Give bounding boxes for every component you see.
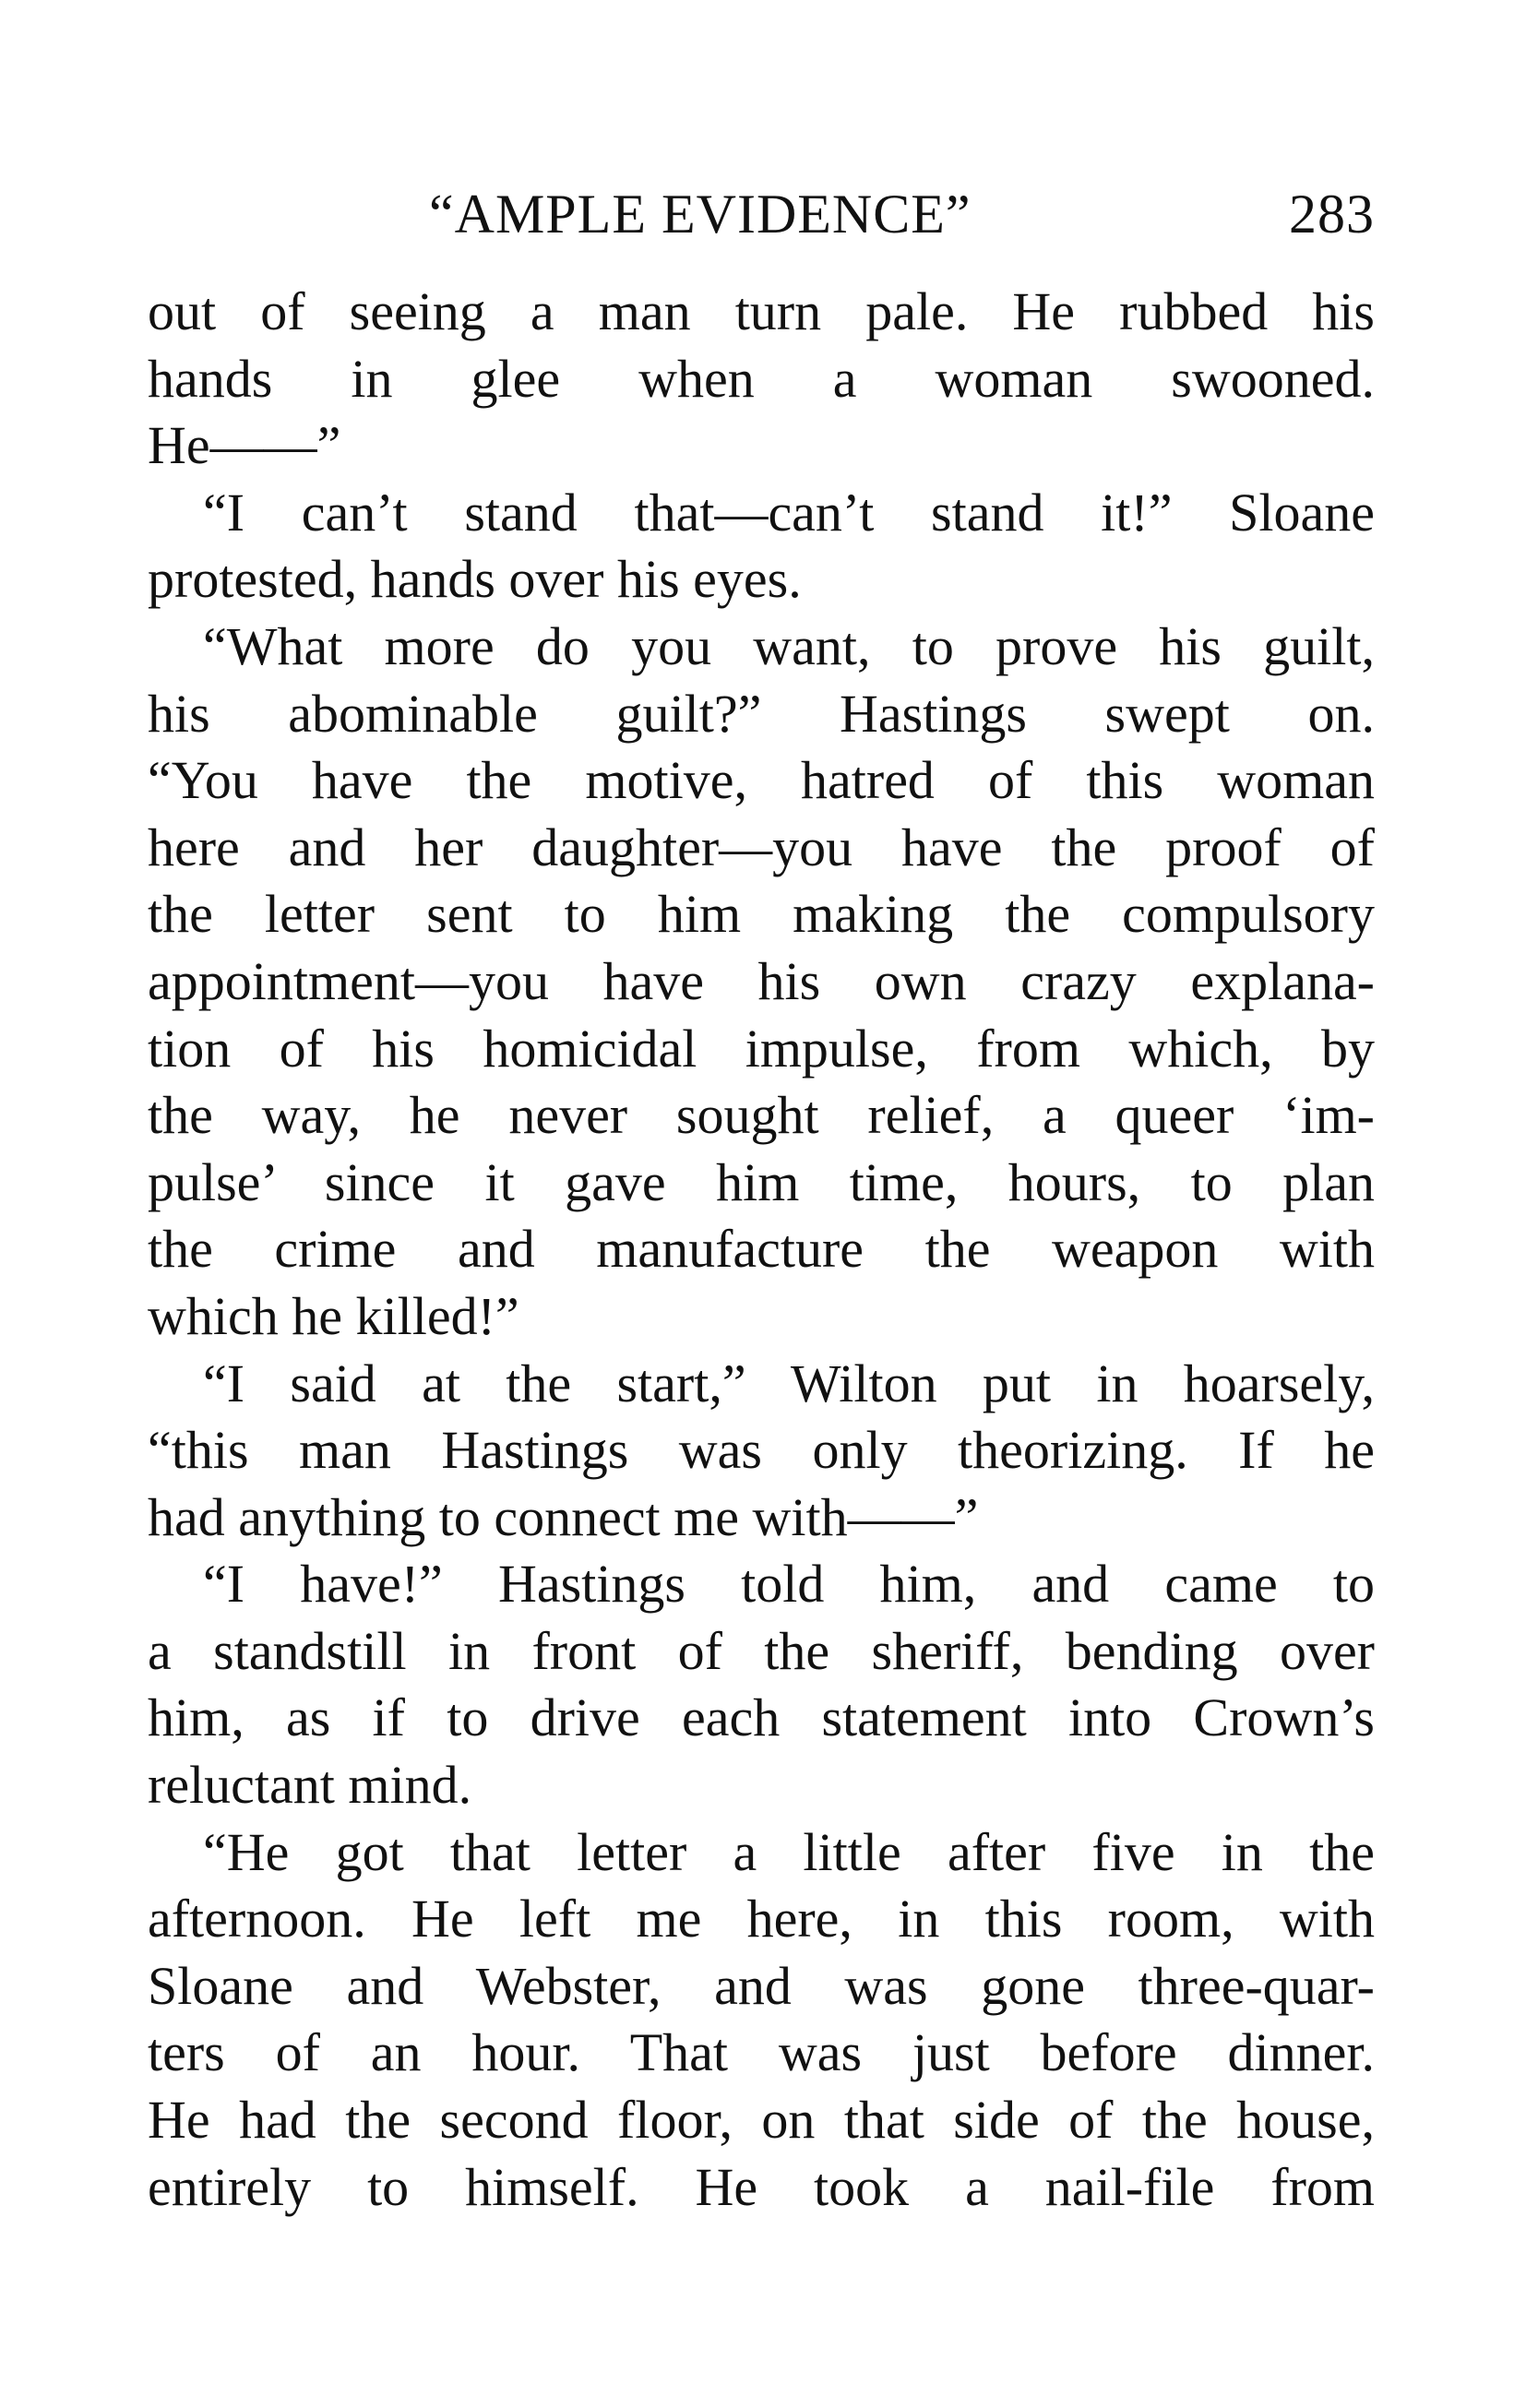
text-line: tion of his homicidal impulse, from which, by — [148, 1018, 1375, 1079]
text-line: protested, hands over his eyes. — [148, 549, 802, 610]
body-text — [148, 279, 1375, 2221]
text-line: pulse’ since it gave him time, hours, to plan — [148, 1151, 1375, 1212]
text-line: here and her daughter—you have the proof of — [148, 817, 1375, 877]
chapter-title: “AMPLE EVIDENCE” — [429, 184, 972, 244]
running-header — [148, 183, 1375, 256]
text-line: had anything to connect me with——” — [148, 1486, 979, 1547]
text-line: the letter sent to him making the compulsory — [148, 884, 1375, 945]
text-line: hands in glee when a woman swooned. — [148, 348, 1375, 409]
text-line: “What more do you want, to prove his guilt, — [203, 615, 1375, 676]
text-line: He——” — [148, 415, 341, 476]
text-line: the way, he never sought relief, a queer ‘im- — [148, 1085, 1375, 1146]
text-line: ters of an hour. That was just before dinner. — [148, 2022, 1375, 2083]
text-line: He had the second floor, on that side of the house, — [148, 2090, 1375, 2151]
text-line: reluctant mind. — [148, 1755, 472, 1816]
text-line: him, as if to drive each statement into Crown’s — [148, 1687, 1375, 1748]
text-line: “I can’t stand that—can’t stand it!” Sloane — [203, 482, 1375, 542]
text-line: out of seeing a man turn pale. He rubbed his — [148, 281, 1375, 341]
text-line: which he killed!” — [148, 1285, 519, 1346]
text-line: “I have!” Hastings told him, and came to — [203, 1554, 1375, 1615]
text-line: “He got that letter a little after five in the — [203, 1821, 1375, 1882]
text-line: his abominable guilt?” Hastings swept on. — [148, 683, 1375, 744]
text-line: the crime and manufacture the weapon with — [148, 1219, 1375, 1280]
text-line: appointment—you have his own crazy explana- — [148, 950, 1375, 1011]
text-line: “You have the motive, hatred of this woman — [148, 750, 1375, 811]
page-number: 283 — [1289, 184, 1375, 244]
text-line: “this man Hastings was only theorizing. If he — [148, 1420, 1375, 1481]
text-line: a standstill in front of the sheriff, bending over — [148, 1620, 1375, 1681]
text-line: entirely to himself. He took a nail-file from — [148, 2156, 1375, 2217]
text-line: afternoon. He left me here, in this room, with — [148, 1889, 1375, 1949]
text-line: Sloane and Webster, and was gone three-quar- — [148, 1955, 1375, 2016]
text-line: “I said at the start,” Wilton put in hoarsely, — [203, 1353, 1375, 1413]
